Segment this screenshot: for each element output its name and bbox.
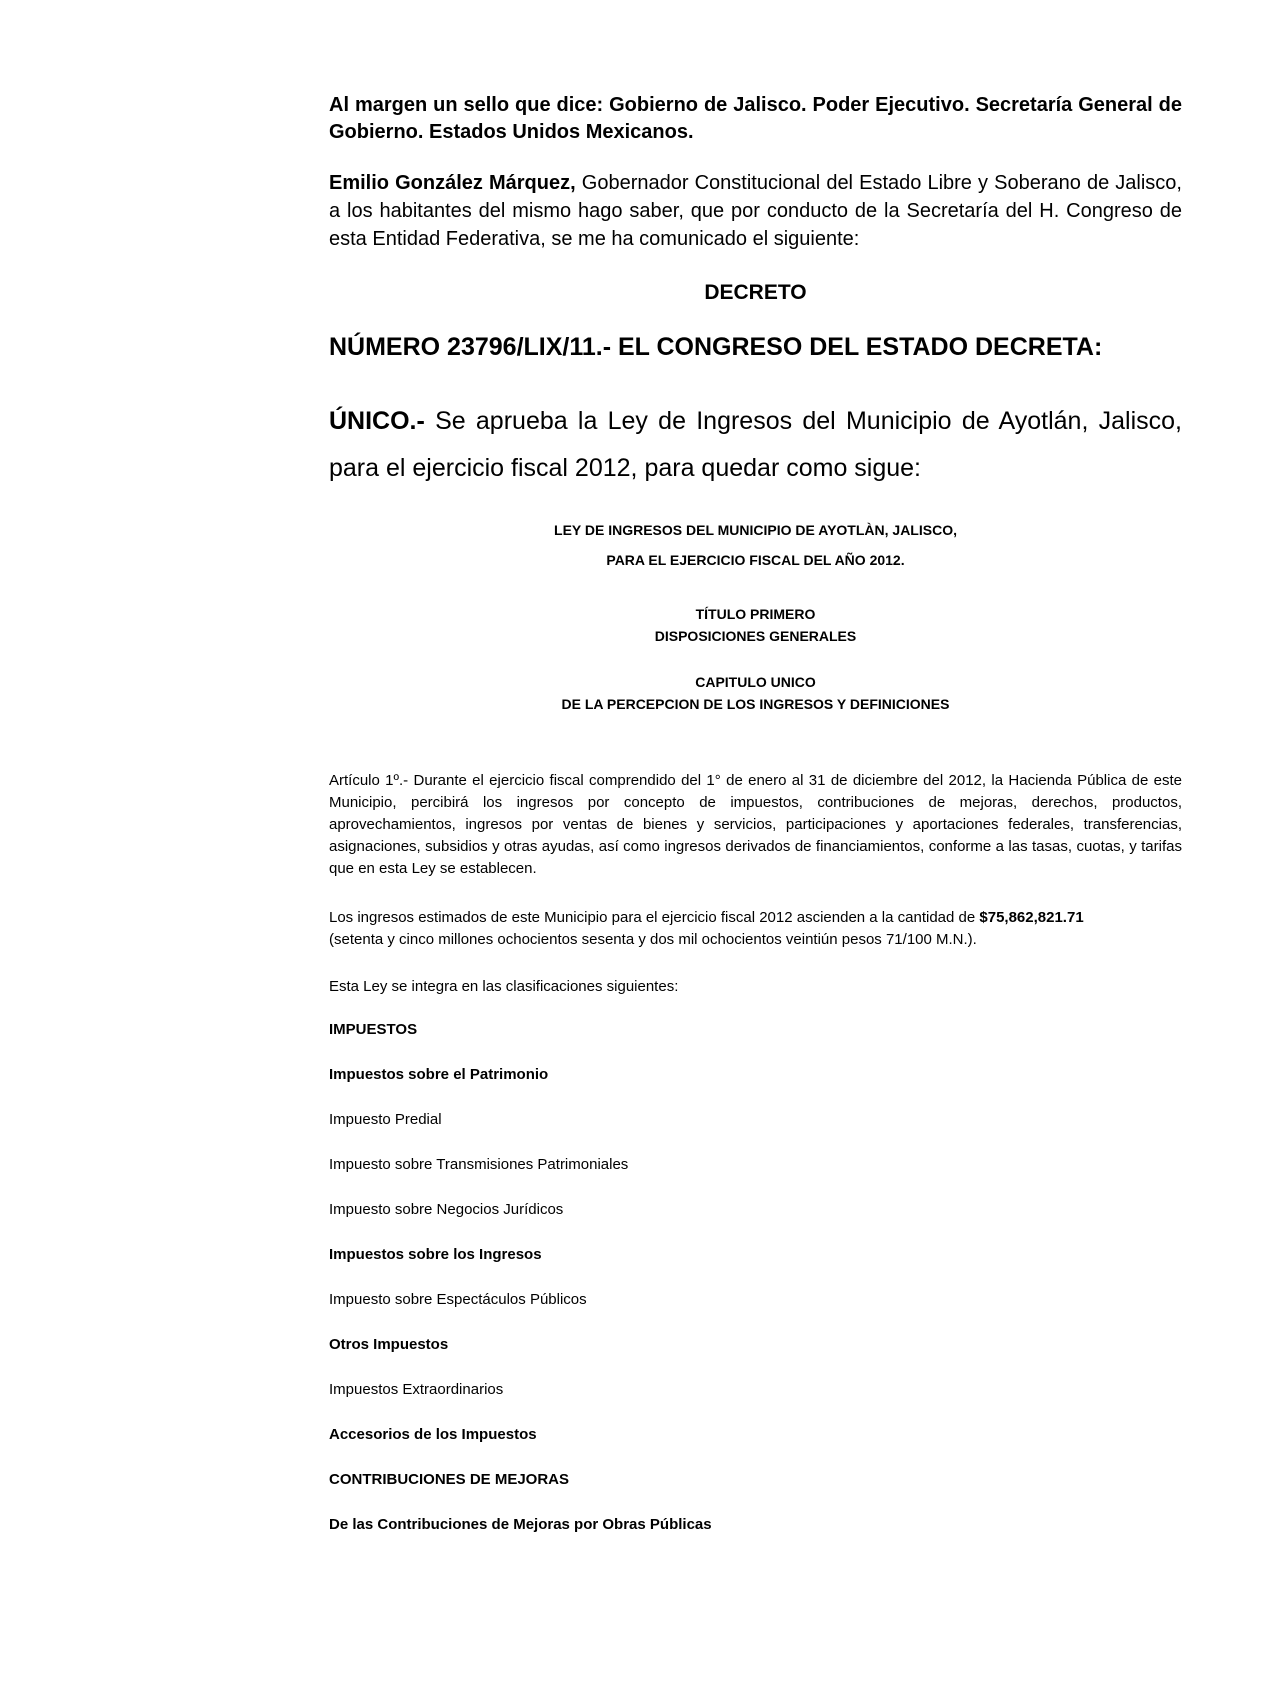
decree-heading: DECRETO	[704, 281, 807, 304]
title-heading-line-2: DISPOSICIONES GENERALES	[654, 628, 857, 644]
list-item: De las Contribuciones de Mejoras por Obras Públicas	[329, 1516, 712, 1533]
intro-paragraph	[329, 169, 1182, 253]
margin-note: Al margen un sello que dice: Gobierno de Jalisco. Poder Ejecutivo. Secretaría General de Gobierno. Estados Unidos Mexicanos.	[329, 94, 1182, 143]
chapter-heading-line-2: DE LA PERCEPCION DE LOS INGRESOS Y DEFINICIONES	[561, 696, 950, 712]
estimated-income-paragraph	[329, 907, 1182, 951]
intro-text: Gobernador Constitucional del Estado Libre y Soberano de Jalisco, a los habitantes del mismo hago saber, que por conducto de la Secretaría del H. Congreso de esta Entidad Federativa, se me ha comunicado el siguiente:	[329, 172, 1182, 250]
list-item: Impuesto sobre Negocios Jurídicos	[329, 1201, 564, 1218]
title-heading-line-1: TÍTULO PRIMERO	[695, 606, 816, 622]
chapter-heading-line-1: CAPITULO UNICO	[695, 674, 816, 690]
unico-label: ÚNICO.-	[329, 407, 425, 435]
list-item: IMPUESTOS	[329, 1021, 418, 1038]
list-item: Otros Impuestos	[329, 1336, 449, 1353]
chapter-heading	[329, 671, 1182, 715]
unico-paragraph	[329, 398, 1182, 492]
governor-name: Emilio González Márquez,	[329, 172, 576, 194]
list-item: Accesorios de los Impuestos	[329, 1426, 537, 1443]
law-title-line-2: PARA EL EJERCICIO FISCAL DEL AÑO 2012.	[606, 552, 905, 568]
classification-intro: Esta Ley se integra en las clasificaciones siguientes:	[329, 978, 679, 995]
list-item: Impuestos Extraordinarios	[329, 1381, 504, 1398]
list-item: Impuestos sobre el Patrimonio	[329, 1066, 549, 1083]
estimated-income-words: (setenta y cinco millones ochocientos sesenta y dos mil ochocientos veintiún pesos 71/100 M.N.).	[329, 931, 977, 948]
title-heading	[329, 603, 1182, 647]
article-1-paragraph: Artículo 1º.- Durante el ejercicio fiscal comprendido del 1° de enero al 31 de diciembre del 2012, la Hacienda Pública de este Municipio, percibirá los ingresos por concepto de impuestos, contribuciones de mejoras, derechos, productos, aprovechamientos, ingresos por ventas de bienes y servicios, participaciones y aportaciones federales, transferencias, asignaciones, subsidios y otras ayudas, así como ingresos derivados de financiamientos, conforme a las tasas, cuotas, y tarifas que en esta Ley se establecen.	[329, 772, 1182, 877]
decree-number: NÚMERO 23796/LIX/11.- EL CONGRESO DEL ESTADO DECRETA:	[329, 333, 1103, 361]
list-item: Impuesto Predial	[329, 1111, 442, 1128]
list-item: CONTRIBUCIONES DE MEJORAS	[329, 1471, 570, 1488]
law-title-line-1: LEY DE INGRESOS DEL MUNICIPIO DE AYOTLÀN, JALISCO,	[554, 522, 957, 538]
estimated-income-amount: $75,862,821.71	[979, 909, 1084, 926]
classification-list	[329, 1019, 1182, 1559]
estimated-income-text: Los ingresos estimados de este Municipio para el ejercicio fiscal 2012 ascienden a la cantidad de	[329, 909, 980, 926]
list-item: Impuesto sobre Transmisiones Patrimoniales	[329, 1156, 629, 1173]
law-title	[329, 515, 1182, 575]
list-item: Impuestos sobre los Ingresos	[329, 1246, 542, 1263]
list-item: Impuesto sobre Espectáculos Públicos	[329, 1291, 587, 1308]
unico-text: Se aprueba la Ley de Ingresos del Municipio de Ayotlán, Jalisco, para el ejercicio fiscal 2012, para quedar como sigue:	[329, 407, 1182, 482]
